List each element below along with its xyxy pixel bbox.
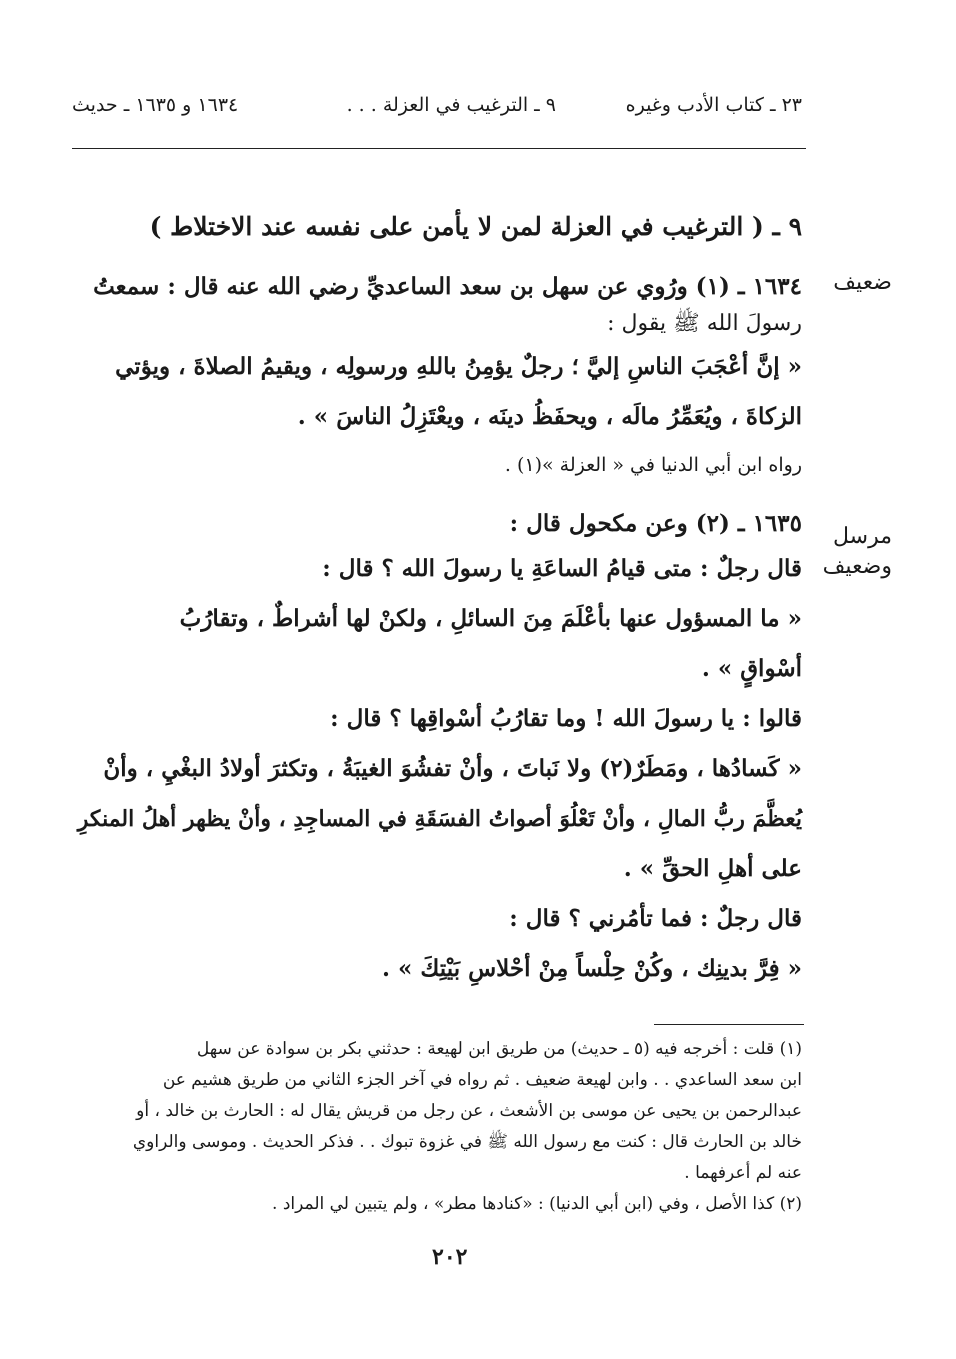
hadith-1634-source: رواه ابن أبي الدنيا في « العزلة »(١) . — [504, 454, 802, 476]
hadith-1634-text-line2: الزكاةَ ، ويُعَمِّرُ مالَه ، ويحفَظُ دينَه ، ويعْتَزِلُ الناسَ » . — [297, 403, 802, 430]
header-divider — [72, 148, 806, 149]
running-header-hadith-range: ١٦٣٤ و ١٦٣٥ ـ حديث — [72, 94, 239, 116]
hadith-1635-answer-line2: أسْواقٍ » . — [701, 655, 802, 682]
footnote-1-line2: ابن سعد الساعدي . . وابن لهيعة ضعيف . ثم رواه في آخر الجزء الثاني من طريق هشيم عن — [162, 1070, 802, 1090]
running-header-chapter: ٩ ـ الترغيب في العزلة . . . — [346, 94, 556, 116]
hadith-1634-intro: ١٦٣٤ ـ (١) ورُوي عن سهل بن سعد الساعديِّ رضي الله عنه قال : سمعتُ — [93, 273, 802, 300]
hadith-1635-advice: « فِرَّ بدينِك ، وكُنْ حِلْساً مِنْ أحْلاسِ بَيْتِكَ » . — [382, 955, 802, 982]
footnote-1-line3: عبدالرحمن بن يحيى عن موسى بن الأشعث ، عن رجل من قريش يقال له : الحارث بن خالد ، أو — [136, 1101, 802, 1121]
hadith-1635-intro: ١٦٣٥ ـ (٢) وعن مكحول قال : — [509, 510, 802, 537]
hadith-1635-question: قال رجلٌ : متى قيامُ الساعَةِ يا رسولَ الله ؟ قال : — [322, 555, 802, 582]
grade-label-mursal-line1: مرسل — [832, 524, 892, 549]
page-number: ٢٠٢ — [432, 1244, 468, 1270]
footnotes — [70, 1034, 802, 1220]
section-title: ٩ ـ ( الترغيب في العزلة لمن لا يأمن على نفسه عند الاختلاط ) — [149, 212, 802, 241]
footnote-1-line1: (١) قلت : أخرجه فيه (٥ ـ حديث) من طريق ابن لهيعة : حدثني بكر بن سوادة عن سهل — [196, 1039, 802, 1059]
footnote-1-line5: عنه لم أعرفهما . — [684, 1163, 802, 1183]
hadith-1634 — [70, 262, 802, 484]
footnote-2: (٢) كذا الأصل ، وفي (ابن أبي الدنيا) : «كنادها مطر» ، ولم يتبين لي المراد . — [272, 1194, 802, 1214]
hadith-1634-narration: رسولَ الله ﷺ يقول : — [607, 311, 802, 336]
hadith-1634-text-line1: « إنَّ أعْجَبَ الناسِ إليَّ ؛ رجلٌ يؤمِنُ باللهِ ورسولِه ، ويقيمُ الصلاةَ ، ويؤتي — [115, 353, 802, 380]
footnote-1-line4: خالد بن الحارث قال : كنت مع رسول الله ﷺ في غزوة تبوك . . فذكر الحديث . وموسى والراوي — [132, 1132, 802, 1152]
hadith-1635-signs-line3: على أهلِ الحقِّ » . — [623, 855, 802, 882]
grade-label-mursal — [823, 522, 892, 581]
footnote-divider — [654, 1024, 804, 1025]
hadith-1635 — [70, 504, 802, 994]
running-header-book: ٢٣ ـ كتاب الأدب وغيره — [625, 94, 802, 116]
hadith-1635-request: قال رجلٌ : فما تأمُرني ؟ قال : — [509, 905, 802, 932]
hadith-1635-answer-line1: « ما المسؤول عنها بأعْلَمَ مِنَ السائلِ ، ولكنْ لها أشراطٌ ، وتقارُبُ — [179, 605, 802, 632]
hadith-1635-followup: قالوا : يا رسولَ الله ! وما تقارُبُ أسْواقِها ؟ قال : — [330, 705, 802, 732]
grade-label-weak: ضعيف — [833, 270, 892, 295]
hadith-1635-signs-line2: يُعظَّمَ ربُّ المالِ ، وأنْ تَعْلُوَ أصواتُ الفسَقَةِ في المساجِدِ ، وأنْ يظهر أهلُ المنكرِ — [77, 806, 802, 832]
hadith-1635-signs-line1: « كَسادُها ، ومَطَرٌ(٢) ولا نَباتَ ، وأنْ تفشُوَ الغيبَةُ ، وتكثرَ أولادُ البغْيِ ، وأنْ — [103, 755, 802, 782]
grade-label-mursal-line2: وضعيف — [822, 553, 892, 579]
